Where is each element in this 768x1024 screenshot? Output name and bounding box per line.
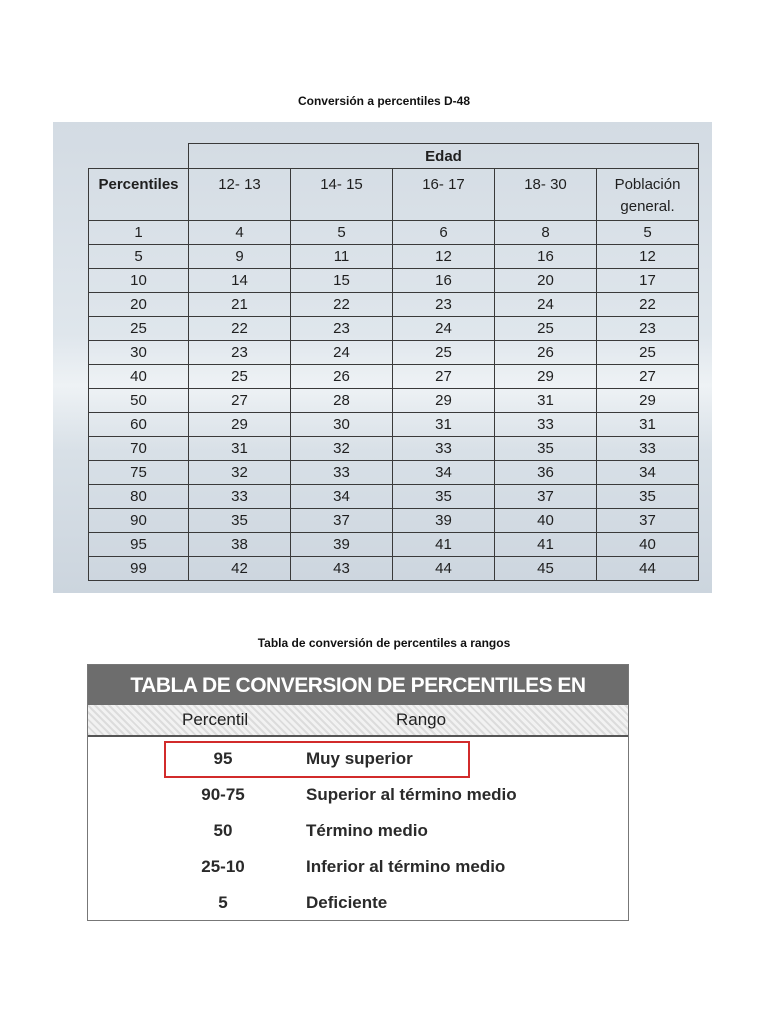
- score-cell: 25: [393, 341, 495, 365]
- table-row: [89, 509, 699, 533]
- range-label: Inferior al término medio: [306, 857, 506, 876]
- header-age-column: Población general.: [597, 169, 699, 221]
- score-cell: 25: [189, 365, 291, 389]
- header-age-column: 16- 17: [393, 169, 495, 221]
- percentile-cell: 50: [89, 389, 189, 413]
- score-cell: 29: [597, 389, 699, 413]
- score-cell: 25: [597, 341, 699, 365]
- score-cell: 22: [597, 293, 699, 317]
- percentile-conversion-table: [88, 143, 699, 581]
- score-cell: 37: [291, 509, 393, 533]
- header-percentil: Percentil: [182, 710, 249, 729]
- score-cell: 6: [393, 221, 495, 245]
- score-cell: 9: [189, 245, 291, 269]
- score-cell: 35: [597, 485, 699, 509]
- percentile-cell: 1: [89, 221, 189, 245]
- percentile-cell: 95: [89, 533, 189, 557]
- score-cell: 33: [291, 461, 393, 485]
- caption-range-table: Tabla de conversión de percentiles a rangos: [257, 636, 511, 650]
- range-percentil: 50: [213, 821, 233, 840]
- header-age-column: 12- 13: [189, 169, 291, 221]
- score-cell: 33: [393, 437, 495, 461]
- score-cell: 14: [189, 269, 291, 293]
- score-cell: 25: [495, 317, 597, 341]
- score-cell: 11: [291, 245, 393, 269]
- score-cell: 29: [393, 389, 495, 413]
- range-row: [88, 851, 628, 887]
- header-age-column: 14- 15: [291, 169, 393, 221]
- score-cell: 34: [291, 485, 393, 509]
- score-cell: 31: [495, 389, 597, 413]
- percentile-cell: 10: [89, 269, 189, 293]
- table-row: [89, 341, 699, 365]
- score-cell: 16: [495, 245, 597, 269]
- score-cell: 22: [291, 293, 393, 317]
- table-row: [89, 557, 699, 581]
- header-age-column: 18- 30: [495, 169, 597, 221]
- score-cell: 32: [291, 437, 393, 461]
- table-row: [89, 389, 699, 413]
- score-cell: 35: [495, 437, 597, 461]
- table-row: [89, 221, 699, 245]
- percentile-cell: 60: [89, 413, 189, 437]
- score-cell: 23: [189, 341, 291, 365]
- table-row: [89, 437, 699, 461]
- score-cell: 27: [189, 389, 291, 413]
- score-cell: 21: [189, 293, 291, 317]
- score-cell: 38: [189, 533, 291, 557]
- range-label: Muy superior: [306, 749, 413, 768]
- range-row: [88, 779, 628, 815]
- score-cell: 33: [189, 485, 291, 509]
- score-cell: 35: [189, 509, 291, 533]
- table-row: [89, 245, 699, 269]
- range-conversion-table: [87, 664, 629, 921]
- score-cell: 24: [393, 317, 495, 341]
- score-cell: 40: [495, 509, 597, 533]
- score-cell: 31: [189, 437, 291, 461]
- score-cell: 35: [393, 485, 495, 509]
- score-cell: 34: [393, 461, 495, 485]
- table-row: [89, 317, 699, 341]
- table-row: [89, 461, 699, 485]
- range-row: [88, 887, 628, 923]
- score-cell: 42: [189, 557, 291, 581]
- table-row: [89, 485, 699, 509]
- percentile-cell: 20: [89, 293, 189, 317]
- score-cell: 28: [291, 389, 393, 413]
- score-cell: 26: [291, 365, 393, 389]
- score-cell: 30: [291, 413, 393, 437]
- percentile-table-image: [53, 122, 712, 593]
- range-label: Término medio: [306, 821, 428, 840]
- table-row: [89, 413, 699, 437]
- table-row: [89, 293, 699, 317]
- percentile-cell: 99: [89, 557, 189, 581]
- score-cell: 36: [495, 461, 597, 485]
- score-cell: 22: [189, 317, 291, 341]
- score-cell: 17: [597, 269, 699, 293]
- range-table-title: TABLA DE CONVERSION DE PERCENTILES EN: [88, 665, 628, 705]
- score-cell: 26: [495, 341, 597, 365]
- score-cell: 40: [597, 533, 699, 557]
- table-row: [89, 365, 699, 389]
- score-cell: 37: [495, 485, 597, 509]
- column-header-row: [89, 169, 699, 221]
- score-cell: 34: [597, 461, 699, 485]
- score-cell: 5: [291, 221, 393, 245]
- score-cell: 23: [393, 293, 495, 317]
- score-cell: 8: [495, 221, 597, 245]
- score-cell: 29: [495, 365, 597, 389]
- percentile-cell: 75: [89, 461, 189, 485]
- score-cell: 29: [189, 413, 291, 437]
- score-cell: 44: [393, 557, 495, 581]
- score-cell: 5: [597, 221, 699, 245]
- range-table-header: [88, 705, 628, 737]
- highlight-box: [164, 741, 470, 778]
- range-percentil: 90-75: [201, 785, 245, 804]
- caption-percentile-table: Conversión a percentiles D-48: [297, 94, 471, 108]
- score-cell: 27: [393, 365, 495, 389]
- score-cell: 24: [495, 293, 597, 317]
- percentile-cell: 30: [89, 341, 189, 365]
- score-cell: 20: [495, 269, 597, 293]
- percentile-cell: 40: [89, 365, 189, 389]
- table-body: [89, 221, 699, 581]
- score-cell: 32: [189, 461, 291, 485]
- range-label: Superior al término medio: [306, 785, 517, 804]
- score-cell: 31: [597, 413, 699, 437]
- header-rango: Rango: [396, 710, 447, 729]
- score-cell: 39: [393, 509, 495, 533]
- percentile-cell: 25: [89, 317, 189, 341]
- percentile-cell: 80: [89, 485, 189, 509]
- percentile-cell: 70: [89, 437, 189, 461]
- range-row: [88, 815, 628, 851]
- age-group-header: Edad: [189, 144, 699, 169]
- score-cell: 45: [495, 557, 597, 581]
- score-cell: 4: [189, 221, 291, 245]
- table-corner: [89, 144, 189, 169]
- percentile-cell: 5: [89, 245, 189, 269]
- score-cell: 23: [291, 317, 393, 341]
- range-label: Deficiente: [306, 893, 388, 912]
- percentile-cell: 90: [89, 509, 189, 533]
- score-cell: 41: [393, 533, 495, 557]
- score-cell: 24: [291, 341, 393, 365]
- range-percentil: 25-10: [201, 857, 245, 876]
- score-cell: 33: [495, 413, 597, 437]
- score-cell: 37: [597, 509, 699, 533]
- table-row: [89, 269, 699, 293]
- range-percentil: 5: [218, 893, 228, 912]
- score-cell: 31: [393, 413, 495, 437]
- score-cell: 23: [597, 317, 699, 341]
- score-cell: 27: [597, 365, 699, 389]
- score-cell: 16: [393, 269, 495, 293]
- table-row: [89, 533, 699, 557]
- score-cell: 12: [393, 245, 495, 269]
- score-cell: 41: [495, 533, 597, 557]
- header-percentiles: Percentiles: [89, 169, 189, 221]
- score-cell: 12: [597, 245, 699, 269]
- range-percentil: 95: [213, 749, 233, 768]
- score-cell: 44: [597, 557, 699, 581]
- score-cell: 43: [291, 557, 393, 581]
- score-cell: 33: [597, 437, 699, 461]
- score-cell: 15: [291, 269, 393, 293]
- score-cell: 39: [291, 533, 393, 557]
